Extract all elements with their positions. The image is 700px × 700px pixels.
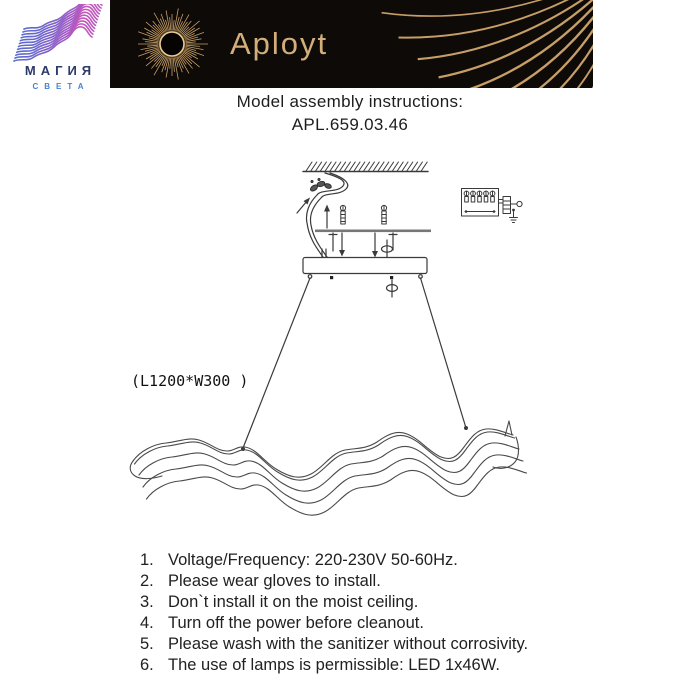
dimension-label: (L1200*W300 ) <box>131 372 249 390</box>
lamp-right-end <box>493 437 519 468</box>
canopy <box>303 249 427 278</box>
suspension-cable-left <box>241 278 310 451</box>
ceiling-hatch <box>303 162 428 172</box>
install-arrow-icon <box>297 198 310 214</box>
brand-name: Aployt <box>230 26 329 61</box>
wire-connector-icon <box>309 178 332 192</box>
mounting-bracket <box>315 230 431 233</box>
list-item: 1. Voltage/Frequency: 220-230V 50-60Hz. <box>140 551 458 569</box>
instructions-list <box>140 550 610 676</box>
lamp-body <box>130 421 526 515</box>
model-code: APL.659.03.46 <box>291 115 409 134</box>
list-item: 4. Turn off the power before cleanout. <box>140 614 424 632</box>
page-title: Model assembly instructions: <box>236 92 464 111</box>
list-item: 3. Don`t install it on the moist ceiling. <box>140 593 419 611</box>
store-name: МАГИЯ <box>24 63 97 78</box>
list-item: 5. Please wash with the sanitizer without corrosivity. <box>140 635 529 653</box>
pin-arrow-icon <box>324 205 330 229</box>
list-item: 6. The use of lamps is permissible: LED 1x46W. <box>140 656 500 674</box>
anchor-screw-icon <box>340 205 345 224</box>
list-item: 2. Please wear gloves to install. <box>140 572 381 590</box>
mounting-screws <box>329 233 397 258</box>
terminal-block-diagram <box>462 189 523 223</box>
suspension-cable-right <box>421 278 469 430</box>
anchor-screw-icon <box>381 205 386 224</box>
canopy-screws <box>330 276 398 297</box>
store-tagline: СВЕТА <box>32 82 90 91</box>
